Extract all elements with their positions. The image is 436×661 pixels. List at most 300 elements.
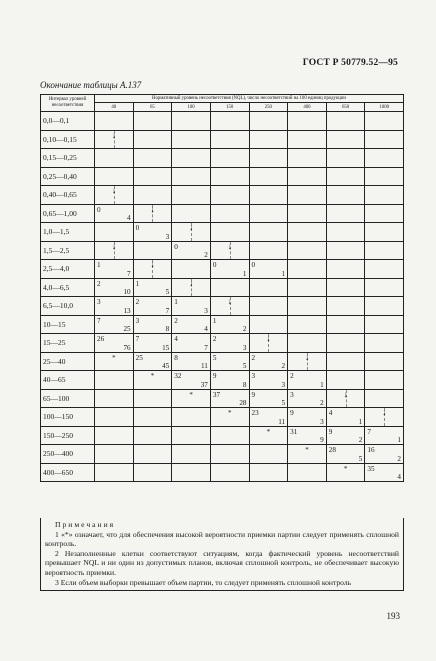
level-header: 100 [172, 103, 211, 112]
table-row [41, 445, 404, 464]
sample-size: 7 [204, 343, 208, 352]
arrow-down-icon: ↓ [150, 260, 155, 269]
level-header: 250 [249, 103, 288, 112]
plan-cell [133, 352, 172, 371]
plan-cell [249, 149, 288, 168]
acceptance-number: 2 [97, 279, 101, 288]
plan-cell [95, 334, 134, 353]
plan-cell [210, 352, 249, 371]
plan-cell [210, 186, 249, 205]
plan-cell [326, 241, 365, 260]
plan-cell [326, 371, 365, 390]
plan-cell [210, 315, 249, 334]
sample-size: 2 [397, 454, 401, 463]
plan-cell [326, 149, 365, 168]
acceptance-number: 26 [97, 335, 105, 343]
sample-size: 13 [123, 306, 131, 315]
sample-size: 2 [242, 325, 247, 333]
plan-cell [95, 463, 134, 482]
interval-cell: 0,25—0,40 [41, 167, 95, 186]
plan-cell [288, 278, 327, 297]
plan-cell [172, 130, 211, 149]
table-caption: Окончание таблицы А.137 [40, 80, 142, 90]
acceptance-number: 5 [212, 353, 217, 362]
plan-cell [249, 260, 288, 279]
interval-cell: 0,15—0,25 [41, 149, 95, 168]
sample-size: 76 [123, 343, 131, 352]
plan-cell [365, 426, 404, 445]
table-row [41, 130, 404, 149]
plan-cell [133, 334, 172, 353]
sample-size: 3 [165, 232, 170, 241]
arrow-down-icon: ↓ [227, 241, 232, 251]
plan-cell [288, 445, 327, 464]
plan-cell [95, 426, 134, 445]
plan-cell [288, 408, 327, 427]
plan-cell [249, 463, 288, 482]
plan-cell [365, 130, 404, 149]
plan-cell [210, 426, 249, 445]
level-header: 40 [95, 103, 134, 112]
plan-cell [133, 241, 172, 260]
plan-cell [133, 112, 172, 131]
plan-cell [326, 204, 365, 223]
plan-cell [172, 445, 211, 464]
arrow-down-icon: ↓ [266, 334, 271, 343]
sample-size: 11 [200, 362, 208, 370]
acceptance-number: 3 [290, 390, 294, 399]
plan-cell [365, 315, 404, 334]
acceptance-number: 3 [135, 316, 140, 325]
plan-cell [95, 186, 134, 205]
plan-cell [95, 445, 134, 464]
plan-cell [249, 371, 288, 390]
interval-cell: 0,40—0,65 [41, 186, 95, 205]
interval-cell: 6,5—10,0 [41, 297, 95, 316]
acceptance-number: 2 [135, 298, 140, 306]
plan-cell [172, 260, 211, 279]
acceptance-number: 1 [97, 261, 101, 269]
plan-cell [249, 445, 288, 464]
arrow-down-icon: ↓ [304, 352, 309, 362]
sample-size: 3 [281, 380, 286, 389]
plan-cell [210, 278, 249, 297]
plan-cell [365, 112, 404, 131]
full-inspection-mark: * [266, 427, 271, 436]
plan-cell [95, 130, 134, 149]
plan-cell [288, 426, 327, 445]
plan-cell [326, 463, 365, 482]
plan-cell [249, 204, 288, 223]
sample-size: 1 [320, 380, 324, 389]
plan-cell [133, 186, 172, 205]
interval-cell: 0,10—0,15 [41, 130, 95, 149]
plan-cell [288, 315, 327, 334]
plan-cell [172, 167, 211, 186]
plan-cell [95, 389, 134, 408]
acceptance-number: 23 [251, 409, 259, 417]
plan-cell [326, 334, 365, 353]
plan-cell [326, 130, 365, 149]
table-row [41, 204, 404, 223]
acceptance-number: 0 [212, 261, 217, 269]
acceptance-number: 1 [174, 298, 178, 306]
plan-cell [326, 408, 365, 427]
interval-cell: 2,5—4,0 [41, 260, 95, 279]
plan-cell [288, 371, 327, 390]
plan-cell [365, 334, 404, 353]
table-row [41, 167, 404, 186]
plan-cell [249, 315, 288, 334]
plan-cell [172, 352, 211, 371]
sample-size: 4 [127, 214, 131, 222]
notes-title: Примечания [55, 520, 116, 529]
plan-cell [210, 130, 249, 149]
interval-cell: 1,5—2,5 [41, 241, 95, 260]
plan-cell [95, 371, 134, 390]
plan-cell [210, 149, 249, 168]
plan-cell [172, 186, 211, 205]
plan-cell [95, 241, 134, 260]
interval-cell: 15—25 [41, 334, 95, 353]
plan-cell [95, 352, 134, 371]
interval-cell: 0,0—0,1 [41, 112, 95, 131]
table-row [41, 241, 404, 260]
full-inspection-mark: * [343, 464, 348, 473]
acceptance-number: 2 [290, 372, 294, 380]
table-row [41, 463, 404, 482]
plan-cell [326, 352, 365, 371]
sample-size: 25 [123, 325, 131, 333]
plan-cell [288, 112, 327, 131]
plan-cell [172, 149, 211, 168]
plan-cell [249, 223, 288, 242]
plan-cell [95, 315, 134, 334]
plan-cell [172, 278, 211, 297]
level-header: 65 [133, 103, 172, 112]
sample-size: 7 [127, 269, 131, 278]
plan-cell [172, 408, 211, 427]
plan-cell [326, 260, 365, 279]
sample-size: 5 [242, 362, 247, 370]
table-row [41, 297, 404, 316]
plan-cell [365, 445, 404, 464]
table-row [41, 186, 404, 205]
plan-cell [133, 371, 172, 390]
plan-cell [365, 167, 404, 186]
acceptance-number: 4 [174, 335, 178, 343]
acceptance-number: 7 [97, 316, 101, 325]
plan-cell [288, 352, 327, 371]
plan-cell [172, 371, 211, 390]
interval-cell: 400—650 [41, 463, 95, 482]
plan-cell [172, 426, 211, 445]
plan-cell [365, 204, 404, 223]
interval-cell: 1,0—1,5 [41, 223, 95, 242]
sample-size: 9 [320, 436, 324, 444]
plan-cell [249, 167, 288, 186]
interval-cell: 100—150 [41, 408, 95, 427]
interval-cell: 150—250 [41, 426, 95, 445]
plan-cell [326, 186, 365, 205]
plan-cell [210, 297, 249, 316]
sample-size: 3 [320, 417, 324, 426]
sample-size: 3 [242, 343, 247, 352]
table-row [41, 149, 404, 168]
plan-cell [365, 463, 404, 482]
plan-cell [249, 112, 288, 131]
plan-cell [365, 297, 404, 316]
plan-cell [365, 352, 404, 371]
plan-cell [249, 278, 288, 297]
plan-cell [172, 223, 211, 242]
sample-size: 8 [165, 325, 170, 333]
plan-cell [172, 389, 211, 408]
full-inspection-mark: * [227, 409, 232, 417]
plan-cell [210, 112, 249, 131]
plan-cell [365, 408, 404, 427]
acceptance-number: 16 [367, 446, 375, 454]
acceptance-number: 0 [97, 205, 101, 214]
plan-cell [95, 223, 134, 242]
plan-cell [133, 315, 172, 334]
full-inspection-mark: * [189, 390, 193, 399]
plan-cell [133, 426, 172, 445]
plan-cell [288, 463, 327, 482]
plan-cell [95, 167, 134, 186]
table-row [41, 260, 404, 279]
sample-size: 3 [204, 306, 208, 315]
plan-cell [210, 260, 249, 279]
plan-cell [288, 204, 327, 223]
plan-cell [95, 278, 134, 297]
plan-cell [326, 167, 365, 186]
plan-cell [210, 334, 249, 353]
sample-size: 5 [358, 454, 363, 463]
table-row [41, 278, 404, 297]
plan-cell [133, 278, 172, 297]
table-row [41, 112, 404, 131]
plan-cell [365, 241, 404, 260]
table-row [41, 352, 404, 371]
acceptance-number: 8 [174, 353, 178, 362]
plan-cell [133, 204, 172, 223]
acceptance-number: 3 [251, 372, 256, 380]
plan-cell [133, 130, 172, 149]
plan-cell [133, 463, 172, 482]
plan-cell [365, 186, 404, 205]
plan-cell [326, 389, 365, 408]
arrow-down-icon: ↓ [343, 389, 348, 399]
interval-cell: 4,0—6,5 [41, 278, 95, 297]
plan-cell [288, 167, 327, 186]
plan-cell [249, 130, 288, 149]
plan-cell [210, 241, 249, 260]
plan-cell [210, 371, 249, 390]
acceptance-number: 31 [290, 427, 298, 436]
plan-cell [365, 149, 404, 168]
plan-cell [365, 278, 404, 297]
plan-cell [133, 408, 172, 427]
interval-cell: 40—65 [41, 371, 95, 390]
acceptance-number: 25 [135, 353, 143, 362]
sample-size: 10 [123, 288, 131, 296]
acceptance-number: 9 [328, 427, 333, 436]
acceptance-number: 1 [135, 279, 140, 288]
page-number: 193 [386, 611, 400, 621]
acceptance-number: 4 [328, 409, 333, 417]
note-item: 3 Если объем выборки превышает объем партии, то следует применять сплошной контроль [55, 577, 352, 587]
acceptance-number: 2 [174, 316, 178, 325]
plan-cell [133, 167, 172, 186]
note-item: 1 «*» означает, что для обеспечения высокой вероятности приемки партии следует применять сплошной контроль. [45, 529, 399, 549]
plan-cell [172, 204, 211, 223]
acceptance-number: 35 [367, 464, 375, 473]
plan-cell [365, 389, 404, 408]
plan-cell [172, 297, 211, 316]
plan-cell [288, 186, 327, 205]
acceptance-number: 0 [135, 224, 140, 232]
sample-size: 1 [397, 436, 401, 444]
plan-cell [95, 149, 134, 168]
plan-cell [95, 260, 134, 279]
acceptance-number: 2 [251, 353, 256, 362]
sample-size: 1 [358, 417, 363, 426]
plan-cell [326, 223, 365, 242]
plan-cell [288, 389, 327, 408]
plan-cell [133, 260, 172, 279]
arrow-down-icon: ↓ [382, 408, 387, 417]
plan-cell [210, 167, 249, 186]
arrow-down-icon: ↓ [189, 223, 194, 232]
acceptance-number: 3 [97, 298, 101, 306]
notes-block [40, 518, 404, 591]
arrow-down-icon: ↓ [227, 297, 232, 306]
plan-cell [288, 130, 327, 149]
full-inspection-mark: * [150, 372, 155, 380]
plan-cell [249, 408, 288, 427]
table-row [41, 315, 404, 334]
plan-cell [172, 334, 211, 353]
interval-cell: 0,65—1,00 [41, 204, 95, 223]
interval-cell: 10—15 [41, 315, 95, 334]
sample-size: 37 [200, 380, 208, 389]
plan-cell [249, 186, 288, 205]
table-row [41, 334, 404, 353]
plan-cell [133, 223, 172, 242]
plan-cell [95, 204, 134, 223]
plan-cell [326, 278, 365, 297]
arrow-down-icon: ↓ [150, 204, 155, 214]
plan-cell [249, 334, 288, 353]
acceptance-number: 9 [212, 372, 217, 380]
plan-cell [210, 408, 249, 427]
plan-cell [326, 426, 365, 445]
sample-size: 1 [242, 269, 247, 278]
arrow-down-icon: ↓ [111, 130, 116, 140]
plan-cell [288, 334, 327, 353]
sample-size: 4 [204, 325, 208, 333]
plan-cell [172, 315, 211, 334]
plan-cell [288, 297, 327, 316]
plan-cell [326, 445, 365, 464]
level-header: 150 [210, 103, 249, 112]
plan-cell [210, 223, 249, 242]
acceptance-number: 0 [251, 261, 256, 269]
acceptance-number: 9 [290, 409, 294, 417]
full-inspection-mark: * [112, 353, 116, 362]
interval-cell: 250—400 [41, 445, 95, 464]
plan-cell [365, 371, 404, 390]
document-header: ГОСТ Р 50779.52—95 [302, 58, 398, 68]
plan-cell [326, 297, 365, 316]
acceptance-number: 28 [328, 446, 336, 454]
plan-cell [133, 149, 172, 168]
plan-cell [288, 241, 327, 260]
plan-cell [249, 426, 288, 445]
interval-cell: 25—40 [41, 352, 95, 371]
interval-cell: 65—100 [41, 389, 95, 408]
level-header: 650 [326, 103, 365, 112]
plan-cell [288, 223, 327, 242]
plan-cell [210, 204, 249, 223]
acceptance-number: 7 [367, 427, 371, 436]
plan-cell [249, 389, 288, 408]
level-header: 1000 [365, 103, 404, 112]
table-row [41, 371, 404, 390]
sample-size: 7 [165, 306, 170, 315]
sample-size: 8 [242, 380, 247, 389]
acceptance-number: 37 [212, 390, 221, 399]
arrow-down-icon: ↓ [189, 278, 194, 288]
level-header: 400 [288, 103, 327, 112]
full-inspection-mark: * [305, 446, 309, 454]
acceptance-number: 1 [212, 316, 217, 325]
acceptance-number: 7 [135, 335, 140, 343]
sample-size: 2 [320, 399, 324, 407]
plan-cell [133, 445, 172, 464]
plan-cell [249, 297, 288, 316]
plan-cell [172, 112, 211, 131]
acceptance-number: 2 [212, 335, 217, 343]
sample-size: 5 [165, 288, 170, 296]
sample-size: 15 [162, 343, 170, 352]
sample-size: 1 [281, 269, 286, 278]
plan-cell [365, 260, 404, 279]
arrow-down-icon: ↓ [111, 241, 116, 251]
table-row [41, 426, 404, 445]
plan-cell [95, 408, 134, 427]
note-item: 2 Незаполненные клетки соответствуют ситуациям, когда фактический уровень несоответствий превышает NQL и ни один из допустимых планов, включая сплошной контроль, не обеспечивает высокую вероятность приемки. [45, 548, 399, 577]
plan-cell [326, 112, 365, 131]
table-row [41, 389, 404, 408]
plan-cell [172, 241, 211, 260]
arrow-down-icon: ↓ [111, 186, 116, 195]
sample-size: 5 [281, 399, 286, 407]
acceptance-table [40, 94, 404, 482]
sample-size: 2 [358, 436, 363, 444]
table-row [41, 223, 404, 242]
plan-cell [95, 297, 134, 316]
plan-cell [172, 463, 211, 482]
sample-size: 11 [278, 417, 286, 426]
plan-cell [249, 241, 288, 260]
acceptance-number: 0 [174, 242, 178, 251]
plan-cell [288, 149, 327, 168]
sample-size: 2 [204, 251, 208, 259]
plan-cell [288, 260, 327, 279]
plan-cell [249, 352, 288, 371]
